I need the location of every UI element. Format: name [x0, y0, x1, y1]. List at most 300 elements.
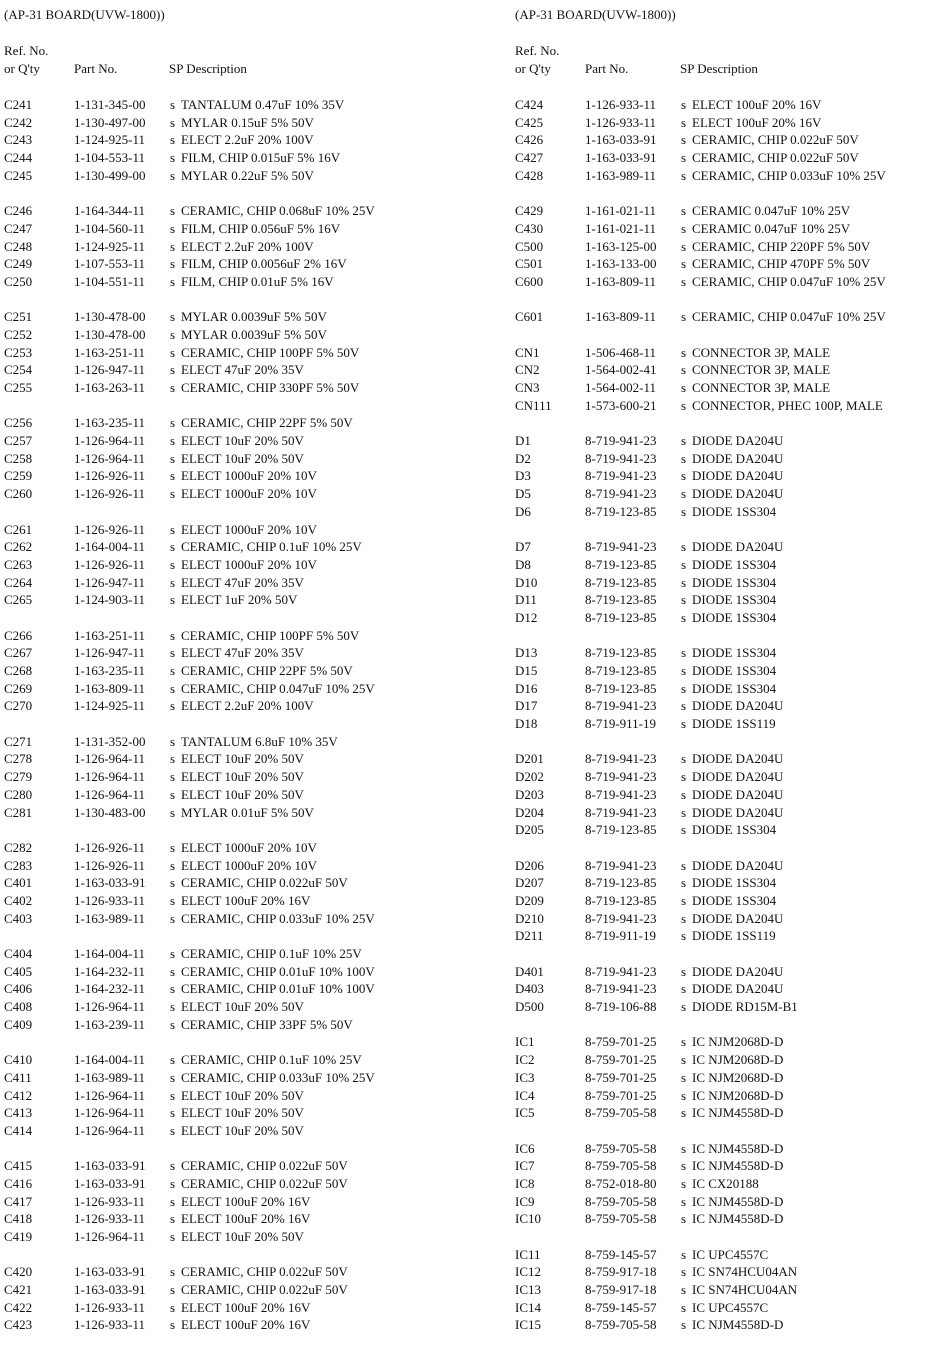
- description-cell: CERAMIC, CHIP 0.047uF 10% 25V: [692, 273, 886, 289]
- parts-row: [515, 273, 935, 291]
- ref-no-cell: C427: [515, 150, 544, 166]
- sp-cell: s: [170, 892, 176, 908]
- part-no-cell: 1-126-926-11: [74, 468, 146, 484]
- description-cell: CERAMIC, CHIP 0.033uF 10% 25V: [181, 910, 375, 926]
- sp-cell: s: [170, 150, 176, 166]
- part-no-header: Part No.: [585, 60, 629, 76]
- ref-no-cell: IC2: [515, 1052, 535, 1068]
- description-cell: ELECT 100uF 20% 16V: [181, 1193, 311, 1209]
- description-cell: IC NJM4558D-D: [692, 1140, 784, 1156]
- ref-no-cell: C246: [4, 203, 33, 219]
- description-cell: CERAMIC, CHIP 0.1uF 10% 25V: [181, 946, 362, 961]
- sp-cell: s: [170, 326, 176, 342]
- group-spacer: [515, 184, 935, 202]
- sp-cell: s: [681, 892, 687, 908]
- description-header: Description: [186, 60, 247, 76]
- part-no-cell: 8-719-941-23: [585, 804, 657, 820]
- sp-cell: s: [170, 433, 176, 449]
- parts-row: [4, 202, 466, 220]
- parts-row: [515, 1033, 935, 1051]
- group-spacer: [4, 715, 466, 733]
- parts-row: [515, 467, 935, 485]
- ref-no-cell: CN3: [515, 380, 540, 395]
- ref-no-cell: C278: [4, 751, 33, 767]
- parts-row: [4, 485, 466, 503]
- description-cell: ELECT 10uF 20% 50V: [181, 1105, 304, 1121]
- description-cell: MYLAR 0.15uF 5% 50V: [181, 114, 314, 130]
- description-cell: DIODE DA204U: [692, 769, 784, 785]
- description-cell: DIODE DA204U: [692, 804, 784, 820]
- parts-row: [4, 1316, 466, 1334]
- description-cell: ELECT 10uF 20% 50V: [181, 1087, 304, 1103]
- parts-row: [515, 574, 935, 592]
- parts-row: [4, 361, 466, 379]
- part-no-cell: 1-564-002-41: [585, 362, 657, 378]
- ref-no-cell: D403: [515, 981, 544, 997]
- ref-no-cell: C413: [4, 1105, 33, 1121]
- description-cell: FILM, CHIP 0.015uF 5% 16V: [181, 150, 341, 166]
- description-cell: DIODE DA204U: [692, 963, 784, 979]
- parts-row: [4, 1193, 466, 1211]
- ref-no-cell: C262: [4, 539, 33, 555]
- part-no-cell: 1-163-989-11: [585, 167, 657, 183]
- parts-row: [515, 1051, 935, 1069]
- description-cell: ELECT 1uF 20% 50V: [181, 592, 298, 608]
- sp-cell: s: [170, 132, 176, 148]
- ref-no-cell: C271: [4, 733, 33, 749]
- part-no-cell: 8-719-941-23: [585, 450, 657, 466]
- parts-row: [515, 379, 935, 397]
- parts-row: [515, 892, 935, 910]
- parts-row: [4, 697, 466, 715]
- description-cell: DIODE DA204U: [692, 486, 784, 502]
- group-spacer: [4, 1033, 466, 1051]
- sp-cell: s: [170, 97, 176, 112]
- ref-no-cell: D3: [515, 468, 531, 484]
- part-no-cell: 1-163-989-11: [74, 1069, 146, 1085]
- sp-cell: s: [681, 114, 687, 130]
- description-cell: FILM, CHIP 0.01uF 5% 16V: [181, 273, 334, 289]
- parts-row: [515, 308, 935, 326]
- sp-cell: s: [681, 1246, 687, 1262]
- sp-cell: s: [170, 309, 176, 325]
- ref-no-cell: D211: [515, 928, 544, 944]
- sp-cell: s: [170, 627, 176, 643]
- parts-row: [515, 804, 935, 822]
- description-cell: DIODE 1SS304: [692, 645, 777, 661]
- sp-cell: s: [681, 751, 687, 767]
- ref-no-cell: C269: [4, 680, 33, 696]
- description-cell: DIODE 1SS119: [692, 928, 776, 944]
- description-cell: IC NJM2068D-D: [692, 1069, 784, 1085]
- ref-no-cell: D7: [515, 539, 531, 555]
- part-no-cell: 1-131-345-00: [74, 97, 146, 112]
- description-cell: DIODE 1SS304: [692, 875, 777, 891]
- parts-row: [515, 927, 935, 945]
- ref-no-cell: C421: [4, 1282, 33, 1298]
- parts-row: [4, 556, 466, 574]
- sp-cell: s: [170, 857, 176, 873]
- parts-row: [515, 450, 935, 468]
- sp-cell: s: [170, 1193, 176, 1209]
- sp-cell: s: [170, 167, 176, 183]
- ref-no-cell: D2: [515, 450, 531, 466]
- sp-cell: s: [681, 1282, 687, 1298]
- ref-no-cell: D17: [515, 698, 538, 714]
- sp-cell: s: [681, 769, 687, 785]
- part-no-cell: 8-719-123-85: [585, 592, 657, 608]
- description-cell: CERAMIC, CHIP 0.01uF 10% 100V: [181, 981, 375, 997]
- group-spacer: [515, 627, 935, 645]
- part-no-cell: 1-124-925-11: [74, 698, 146, 714]
- ref-no-cell: C280: [4, 786, 33, 802]
- part-no-cell: 8-759-145-57: [585, 1299, 657, 1315]
- ref-no-cell: C419: [4, 1229, 33, 1244]
- part-no-cell: 1-126-964-11: [74, 450, 146, 466]
- part-no-cell: 1-163-989-11: [74, 910, 146, 926]
- description-cell: ELECT 2.2uF 20% 100V: [181, 698, 314, 714]
- sp-cell: s: [170, 839, 176, 855]
- sp-cell: s: [681, 680, 687, 696]
- group-spacer: [515, 839, 935, 857]
- sp-cell: s: [170, 1158, 176, 1174]
- description-cell: MYLAR 0.22uF 5% 50V: [181, 167, 314, 183]
- ref-no-cell: IC12: [515, 1264, 541, 1280]
- description-cell: DIODE DA204U: [692, 910, 784, 926]
- parts-row: [4, 450, 466, 468]
- part-no-cell: 8-719-941-23: [585, 698, 657, 714]
- part-no-cell: 8-719-123-85: [585, 680, 657, 696]
- description-cell: DIODE DA204U: [692, 786, 784, 802]
- ref-no-cell: C254: [4, 362, 33, 378]
- description-cell: ELECT 2.2uF 20% 100V: [181, 238, 314, 254]
- ref-no-cell: C422: [4, 1299, 33, 1315]
- sp-cell: s: [681, 1158, 687, 1174]
- sp-cell: s: [170, 786, 176, 802]
- description-cell: DIODE 1SS304: [692, 592, 777, 608]
- description-cell: CERAMIC 0.047uF 10% 25V: [692, 220, 851, 236]
- parts-row: [515, 1299, 935, 1317]
- ref-no-cell: C265: [4, 592, 33, 608]
- part-no-cell: 1-126-933-11: [585, 114, 657, 130]
- ref-no-cell: C283: [4, 857, 33, 873]
- ref-no-cell: IC13: [515, 1282, 541, 1298]
- description-cell: ELECT 100uF 20% 16V: [181, 1299, 311, 1315]
- part-no-cell: 1-130-478-00: [74, 309, 146, 325]
- sp-cell: s: [170, 574, 176, 590]
- ref-no-cell: D401: [515, 963, 544, 979]
- description-cell: ELECT 47uF 20% 35V: [181, 645, 304, 661]
- ref-no-cell: C253: [4, 344, 33, 360]
- parts-row: [515, 131, 935, 149]
- part-no-cell: 1-163-133-00: [585, 256, 657, 272]
- parts-row: [4, 591, 466, 609]
- part-no-cell: 1-163-809-11: [585, 309, 657, 325]
- sp-cell: s: [170, 733, 176, 749]
- ref-no-cell: C601: [515, 309, 544, 325]
- ref-no-cell: C243: [4, 132, 33, 148]
- part-no-cell: 1-164-004-11: [74, 539, 146, 555]
- ref-no-cell: C501: [515, 256, 544, 272]
- description-cell: ELECT 1000uF 20% 10V: [181, 486, 317, 502]
- part-no-cell: 8-719-123-85: [585, 556, 657, 572]
- description-cell: MYLAR 0.01uF 5% 50V: [181, 804, 314, 820]
- parts-list: [4, 96, 466, 1334]
- ref-no-cell: CN1: [515, 344, 540, 360]
- part-no-cell: 8-719-106-88: [585, 999, 657, 1015]
- ref-no-cell: C266: [4, 627, 33, 643]
- parts-row: [4, 1228, 466, 1246]
- part-no-cell: 8-759-145-57: [585, 1246, 657, 1262]
- sp-cell: s: [681, 857, 687, 873]
- description-cell: IC UPC4557C: [692, 1299, 769, 1315]
- description-cell: CERAMIC, CHIP 0.022uF 50V: [181, 1175, 348, 1191]
- part-no-cell: 1-126-933-11: [585, 97, 657, 112]
- parts-row: [4, 750, 466, 768]
- group-spacer: [515, 326, 935, 344]
- part-no-cell: 1-124-903-11: [74, 592, 146, 608]
- sp-cell: s: [681, 167, 687, 183]
- parts-row: [4, 963, 466, 981]
- parts-row: [515, 821, 935, 839]
- ref-no-cell: D18: [515, 716, 538, 732]
- description-cell: DIODE 1SS304: [692, 574, 777, 590]
- ref-no-cell: IC5: [515, 1105, 535, 1121]
- parts-row: [4, 114, 466, 132]
- parts-row: [4, 432, 466, 450]
- part-no-cell: 8-719-123-85: [585, 822, 657, 838]
- description-cell: CERAMIC, CHIP 0.022uF 50V: [181, 875, 348, 891]
- ref-no-cell: C250: [4, 273, 33, 289]
- parts-row: [515, 998, 935, 1016]
- ref-no-header-line1: Ref. No.: [515, 43, 560, 58]
- ref-no-cell: D210: [515, 910, 544, 926]
- parts-row: [4, 1263, 466, 1281]
- sp-cell: s: [681, 344, 687, 360]
- description-cell: CERAMIC, CHIP 470PF 5% 50V: [692, 256, 871, 272]
- ref-no-cell: C242: [4, 114, 33, 130]
- sp-cell: s: [170, 769, 176, 785]
- parts-row: [515, 1175, 935, 1193]
- description-cell: TANTALUM 0.47uF 10% 35V: [181, 97, 345, 112]
- sp-cell: s: [681, 1069, 687, 1085]
- ref-no-cell: C268: [4, 663, 33, 678]
- parts-row: [515, 1316, 935, 1334]
- ref-no-cell: C248: [4, 238, 33, 254]
- description-cell: CERAMIC, CHIP 33PF 5% 50V: [181, 1016, 353, 1032]
- part-no-cell: 1-164-344-11: [74, 203, 146, 219]
- sp-cell: s: [681, 132, 687, 148]
- description-cell: IC NJM4558D-D: [692, 1317, 784, 1333]
- description-cell: IC NJM4558D-D: [692, 1193, 784, 1209]
- part-no-cell: 1-163-033-91: [585, 150, 657, 166]
- ref-no-cell: C415: [4, 1158, 33, 1174]
- group-spacer: [515, 945, 935, 963]
- description-cell: CERAMIC, CHIP 0.033uF 10% 25V: [692, 167, 886, 183]
- parts-row: [4, 680, 466, 698]
- parts-row: [4, 892, 466, 910]
- parts-row: [4, 149, 466, 167]
- sp-cell: s: [170, 1069, 176, 1085]
- sp-cell: s: [170, 1087, 176, 1103]
- sp-cell: s: [681, 450, 687, 466]
- part-no-cell: 8-719-941-23: [585, 981, 657, 997]
- ref-no-cell: C403: [4, 910, 33, 926]
- sp-cell: s: [170, 1122, 176, 1138]
- parts-row: [515, 344, 935, 362]
- description-cell: DIODE 1SS119: [692, 716, 776, 732]
- ref-no-cell: C401: [4, 875, 33, 891]
- part-no-cell: 1-130-483-00: [74, 804, 146, 820]
- ref-no-cell: C402: [4, 892, 33, 908]
- parts-row: [4, 574, 466, 592]
- parts-row: [515, 680, 935, 698]
- ref-no-header: [515, 42, 559, 77]
- sp-description-header: [169, 60, 247, 78]
- description-cell: IC SN74HCU04AN: [692, 1264, 798, 1280]
- parts-row: [515, 1281, 935, 1299]
- parts-row: [4, 326, 466, 344]
- ref-no-cell: C263: [4, 556, 33, 572]
- sp-cell: s: [681, 592, 687, 608]
- sp-cell: s: [681, 1317, 687, 1333]
- parts-row: [515, 1104, 935, 1122]
- parts-row: [515, 1210, 935, 1228]
- ref-no-cell: C252: [4, 326, 33, 342]
- sp-cell: s: [681, 1193, 687, 1209]
- parts-row: [515, 644, 935, 662]
- sp-cell: s: [681, 150, 687, 166]
- sp-cell: s: [170, 521, 176, 537]
- description-cell: CERAMIC, CHIP 0.047uF 10% 25V: [181, 680, 375, 696]
- sp-cell: s: [681, 1087, 687, 1103]
- part-no-cell: 1-126-926-11: [74, 556, 146, 572]
- parts-row: [515, 768, 935, 786]
- sp-cell: s: [681, 1299, 687, 1315]
- ref-no-cell: C251: [4, 309, 33, 325]
- sp-cell: s: [681, 698, 687, 714]
- description-cell: DIODE 1SS304: [692, 503, 777, 519]
- ref-no-cell: C405: [4, 963, 33, 979]
- part-no-cell: 1-126-926-11: [74, 486, 146, 502]
- part-no-cell: 1-126-964-11: [74, 751, 146, 767]
- sp-cell: s: [681, 1052, 687, 1068]
- ref-no-cell: C264: [4, 574, 33, 590]
- description-cell: ELECT 2.2uF 20% 100V: [181, 132, 314, 148]
- part-no-cell: 8-719-123-85: [585, 503, 657, 519]
- ref-no-cell: D202: [515, 769, 544, 785]
- ref-no-cell: C423: [4, 1317, 33, 1333]
- part-no-cell: 1-124-925-11: [74, 238, 146, 254]
- parts-row: [515, 1246, 935, 1264]
- sp-cell: s: [681, 875, 687, 891]
- ref-no-cell: C256: [4, 415, 33, 431]
- ref-no-cell: C500: [515, 238, 544, 254]
- parts-row: [515, 96, 935, 114]
- sp-cell: s: [170, 1299, 176, 1315]
- part-no-cell: 1-164-232-11: [74, 981, 146, 997]
- ref-no-cell: C428: [515, 167, 544, 183]
- ref-no-cell: IC9: [515, 1193, 535, 1209]
- sp-cell: s: [681, 503, 687, 519]
- part-no-cell: 1-126-947-11: [74, 574, 146, 590]
- parts-row: [515, 750, 935, 768]
- part-no-cell: 1-573-600-21: [585, 397, 657, 413]
- part-no-cell: 1-126-926-11: [74, 857, 146, 873]
- part-no-cell: 1-126-947-11: [74, 362, 146, 378]
- sp-cell: s: [170, 1211, 176, 1227]
- parts-row: [4, 768, 466, 786]
- ref-no-cell: C420: [4, 1264, 33, 1280]
- ref-no-header-line1: Ref. No.: [4, 43, 49, 58]
- parts-row: [4, 945, 466, 963]
- description-cell: ELECT 1000uF 20% 10V: [181, 857, 317, 873]
- parts-row: [4, 131, 466, 149]
- sp-cell: s: [681, 1264, 687, 1280]
- description-cell: DIODE DA204U: [692, 539, 784, 555]
- sp-cell: s: [681, 220, 687, 236]
- parts-row: [4, 238, 466, 256]
- description-cell: FILM, CHIP 0.056uF 5% 16V: [181, 220, 341, 236]
- part-no-cell: 1-164-004-11: [74, 946, 146, 961]
- part-no-cell: 1-163-033-91: [585, 132, 657, 148]
- parts-row: [4, 1122, 466, 1140]
- ref-no-cell: D500: [515, 999, 544, 1015]
- ref-no-cell: D201: [515, 751, 544, 767]
- ref-no-cell: D13: [515, 645, 538, 661]
- description-cell: MYLAR 0.0039uF 5% 50V: [181, 309, 327, 325]
- part-no-cell: 8-759-917-18: [585, 1282, 657, 1298]
- parts-row: [515, 220, 935, 238]
- description-cell: ELECT 47uF 20% 35V: [181, 362, 304, 378]
- group-spacer: [515, 1228, 935, 1246]
- part-no-cell: 8-759-705-58: [585, 1193, 657, 1209]
- group-spacer: [4, 1246, 466, 1264]
- parts-row: [4, 96, 466, 114]
- parts-row: [4, 980, 466, 998]
- part-no-cell: 1-163-263-11: [74, 380, 146, 395]
- ref-no-cell: D10: [515, 574, 538, 590]
- sp-cell: s: [681, 380, 687, 395]
- part-no-header: Part No.: [74, 60, 118, 76]
- parts-row: [515, 1193, 935, 1211]
- part-no-cell: 1-163-239-11: [74, 1016, 146, 1032]
- sp-cell: s: [681, 963, 687, 979]
- part-no-cell: 1-163-809-11: [585, 273, 657, 289]
- parts-row: [515, 1069, 935, 1087]
- part-no-cell: 8-719-911-19: [585, 928, 657, 944]
- parts-row: [515, 149, 935, 167]
- part-no-cell: 1-163-235-11: [74, 663, 146, 678]
- description-cell: ELECT 100uF 20% 16V: [692, 114, 822, 130]
- parts-row: [4, 255, 466, 273]
- parts-row: [515, 397, 935, 415]
- description-cell: ELECT 10uF 20% 50V: [181, 751, 304, 767]
- sp-cell: s: [681, 804, 687, 820]
- sp-cell: s: [170, 1175, 176, 1191]
- description-cell: CERAMIC, CHIP 0.022uF 50V: [692, 150, 859, 166]
- part-no-cell: 8-719-123-85: [585, 663, 657, 678]
- description-cell: DIODE DA204U: [692, 981, 784, 997]
- description-cell: CERAMIC, CHIP 0.068uF 10% 25V: [181, 203, 375, 219]
- sp-cell: s: [170, 946, 176, 961]
- sp-cell: s: [170, 114, 176, 130]
- part-no-cell: 8-719-911-19: [585, 716, 657, 732]
- sp-cell: s: [170, 220, 176, 236]
- description-cell: MYLAR 0.0039uF 5% 50V: [181, 326, 327, 342]
- column-header: [515, 42, 935, 78]
- parts-row: [515, 167, 935, 185]
